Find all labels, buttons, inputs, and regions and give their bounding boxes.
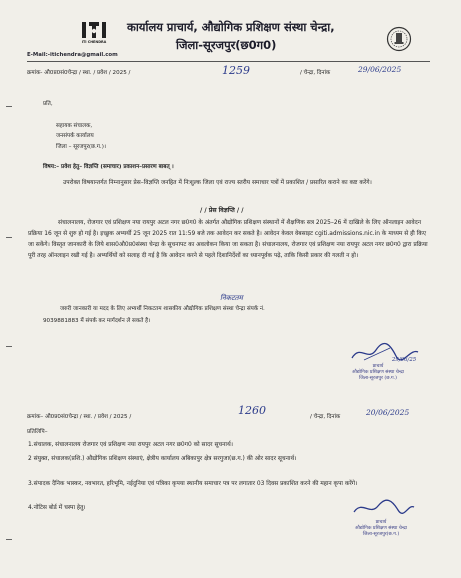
handwritten-insert: निकटतम: [220, 294, 243, 302]
addressee-line: जिला – सूरजपुर(छ.ग.)।: [56, 144, 106, 150]
copy-item: 3.संपादक दैनिक भास्कर, नवभारत, हरिभूमि, नईदुनिया एवं पत्रिका कृपया स्थानीय समाचार पत्र पर लगातार 03 दिवस प्रकाशित करने की महान कृपा करेंगे।: [28, 481, 358, 487]
header-divider: [27, 61, 430, 62]
margin-mark: [6, 539, 12, 540]
stamp-1: [330, 364, 426, 382]
copy-label: प्रतिलिपि–: [27, 429, 48, 435]
logo-text: ITI CHENDRA: [81, 40, 107, 44]
state-emblem-icon: [386, 26, 412, 54]
addressee-line: सहायक संचालक,: [56, 123, 93, 129]
stamp-line: प्राचार्य: [375, 520, 387, 525]
letter1-ref-number: 1259: [222, 64, 250, 77]
stamp-line: प्राचार्य: [372, 364, 384, 369]
margin-mark: [6, 237, 12, 238]
stamp-line: जिला-सूरजपुर (छ.ग.): [359, 376, 397, 381]
copy-item: 1.संचालक, संचालनालय रोजगार एवं प्रशिक्षण नया रायपुर अटल नगर छ0ग0 को सादर सूचनार्थ।: [28, 442, 233, 448]
margin-mark: [6, 346, 12, 347]
addressee-line: जनसंपर्क कार्यालय: [56, 133, 94, 139]
letter2-ref-number: 1260: [238, 404, 266, 417]
iti-logo-icon: [79, 20, 109, 50]
closing-line: 9039881883 में संपर्क कर मार्गदर्शन ले सकते है।: [43, 318, 151, 324]
letter1-date-label: / चेन्द्रा, दिनांक: [300, 70, 331, 76]
letter1-date: 29/06/2025: [358, 65, 402, 74]
letter1-ref: क्रमांक- औ0प्र0सं0चेन्द्रा / स्था. / प्रवेश / 2025 /: [27, 70, 131, 76]
office-district: जिला-सूरजपुर(छ0ग0): [176, 38, 277, 52]
copy-item: 2 संयुक्त, संचालक(प्रशि.) औद्योगिक प्रशिक्षण संस्थाएं, क्षेत्रीय कार्यालय अबिकापुर क्षेत्र सरगुजा(छ.ग.) की ओर सादर सूचनार्थ।: [28, 456, 297, 462]
to-label: प्रति,: [43, 101, 53, 107]
signature-1-date: 29/06/25: [392, 357, 417, 363]
subject-line: विषय:– प्रवेश हेतु– विज्ञप्ति (समाचार) प्रकाशन–प्रसारण बाबत् ।: [43, 164, 174, 170]
margin-mark: [6, 106, 12, 107]
office-title: कार्यालय प्राचार्य, औद्योगिक प्रशिक्षण संस्था चेन्द्रा,: [127, 20, 335, 34]
press-heading: / / प्रेस विज्ञप्ति / /: [200, 207, 244, 214]
letter2-date-label: / चेन्द्रा, दिनांक: [310, 414, 341, 420]
intro-paragraph: उपरोक्त विषयान्तर्गत निम्नानुसार प्रेस–विज्ञप्ति जनहित में निःशुल्क जिला एवं राज्य स्तरीय समाचार पत्रों में प्रकाशित / प्रसारित कराने का कष्ट करेंगे।: [63, 180, 372, 186]
office-email: E-Mail:-itichendra@gmail.com: [27, 52, 118, 58]
letter2-date: 20/06/2025: [366, 408, 410, 417]
copy-item: 4.नोटिस बोर्ड में चस्पा हेतु।: [28, 505, 86, 511]
letter2-ref: क्रमांक– औ0प्र0सं0चेन्द्रा / स्था. / प्रवेश / 2025 /: [27, 414, 132, 420]
stamp-line: औद्योगिक प्रशिक्षण संस्था चेन्द्रा: [352, 370, 404, 375]
stamp-line: औद्योगिक प्रशिक्षण संस्था चेन्द्रा: [355, 526, 407, 531]
signature-2: [352, 498, 416, 518]
stamp-2: [333, 520, 429, 538]
closing-line: जरुरी जानकारी या मदद के लिए अभ्यर्थी निकटतम शासकीय औद्योगिक प्रशिक्षण संस्था चेन्द्रा संपर्क नं.: [60, 306, 265, 312]
stamp-line: जिला-सूरजपुर(छ.ग.): [362, 532, 400, 537]
press-body: संचालनालय, रोजगार एवं प्रशिक्षण नया रायपुर अटल नगर छ0ग0 के अंतर्गत औद्योगिक प्रशिक्षण संस्थानों में शैक्षणिक सत्र 2025–26 में दाखिले के लिए ऑनलाइन आवेदन प्रक्रिया 16 जून से शुरु हो गई है। इच्छुक अभ्यर्थी 25 जून 2025 रात 11:59 बजे तक आवेदन कर सकते है। आवेदन केवल वेबसाइट cgiti.admissions.nic.in के माध्यम से ही किए जा सकेंगे। विस्तृत जानकारी के लिये शास0औ0प्र0संस्था चेन्द्रा के सूचनापट का अवलोकन किया जा सकता है। संचालनालय, रोजगार एवं प्रशिक्षण नया रायपुर अटल नगर छ0ग0 द्वारा प्रक्रिया पूरी तरह ऑनलाइन रखी गई है। अभ्यर्थियों को सलाह दी गई है कि आवेदन करने से पहले दिशानिर्देशों का ध्यानपूर्वक पढ़े, ताकि किसी प्रकार की गलती न हो।: [28, 220, 428, 259]
